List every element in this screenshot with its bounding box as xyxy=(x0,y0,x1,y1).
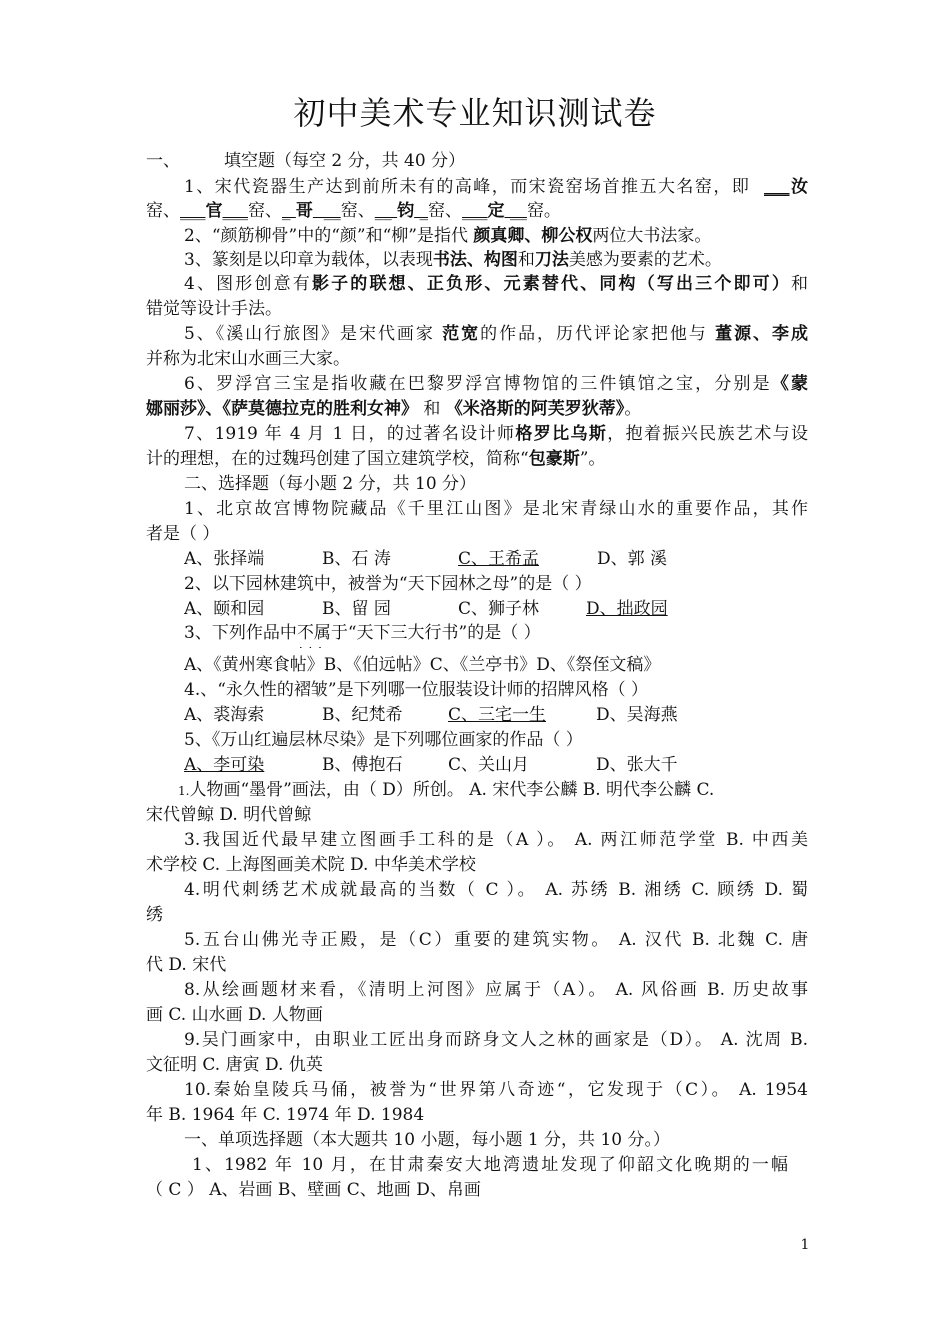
fill-q1-line2: 窑、___官___窑、_ 哥 __窑、__ 钧 _窑、___定 __窑。 xyxy=(146,201,561,221)
choice-q3: 3、下列作品中不属于 · · ·“天下三大行书”的是（ ） xyxy=(184,622,808,648)
fill-q6-line1: 6、罗浮宫三宝是指收藏在巴黎罗浮宫博物馆的三件镇馆之宝，分别是《蒙 xyxy=(184,374,808,394)
choice-q3-options: A、《黄州寒食帖》B、《伯远帖》C、《兰亭书》D、《祭侄文稿》 xyxy=(184,655,661,675)
fill-q2: 2、“颜筋柳骨”中的“颜”和“柳”是指代 颜真卿、柳公权两位大书法家。 xyxy=(184,226,712,246)
mc-q5-line1: 5.五台山佛光寺正殿，是（C）重要的建筑实物。 A. 汉代 B. 北魏 C. 唐 xyxy=(184,930,808,950)
choice-q5-options: A、李可染 B、傅抱石 C、关山月 D、张大千 xyxy=(184,755,678,775)
fill-q1-line1: 1、宋代瓷器生产达到前所未有的高峰，而宋瓷窑场首推五大名窑，即 ___汝 xyxy=(184,177,808,197)
mc-q9-line1: 9.吴门画家中，由职业工匠出身而跻身文人之林的画家是（D）。 A. 沈周 B. xyxy=(184,1030,808,1050)
mc-q8-line2: 画 C. 山水画 D. 人物画 xyxy=(146,1005,323,1025)
choice-q2: 2、以下园林建筑中，被誉为“天下园林之母”的是（ ） xyxy=(184,574,592,594)
choice-q5: 5、《万山红遍层林尽染》是下列哪位画家的作品（ ） xyxy=(184,730,583,750)
choice-q4: 4.、“永久性的褶皱”是下列哪一位服装设计师的招牌风格（ ） xyxy=(184,680,649,700)
page-number: 1 xyxy=(800,1237,810,1253)
fill-q7-line2: 计的理想，在的过魏玛创建了国立建筑学校，简称“包豪斯”。 xyxy=(146,449,606,469)
fill-q5-line2: 并称为北宋山水画三大家。 xyxy=(146,349,350,369)
mc-q3-line2: 术学校 C. 上海图画美术院 D. 中华美术学校 xyxy=(146,855,476,875)
mc-q10-line2: 年 B. 1964 年 C. 1974 年 D. 1984 xyxy=(146,1105,425,1125)
choice-q1-line1: 1、北京故宫博物院藏品《千里江山图》是北宋青绿山水的重要作品，其作 xyxy=(184,499,808,519)
mc-q9-line2: 文征明 C. 唐寅 D. 仇英 xyxy=(146,1055,323,1075)
choice-q1-options: A、张择端 B、石 涛 C、王希孟 D、郭 溪 xyxy=(184,549,668,569)
fill-q5-line1: 5、《溪山行旅图》是宋代画家 范宽的作品，历代评论家把他与 董源、李成 xyxy=(184,324,808,344)
section-heading-single-choice: 一、单项选择题（本大题共 10 小题，每小题 1 分，共 10 分。） xyxy=(184,1130,671,1150)
page-title: 初中美术专业知识测试卷 xyxy=(293,94,657,132)
mc-q5-line2: 代 D. 宋代 xyxy=(146,955,227,975)
choice-q4-options: A、裘海索 B、纪梵希 C、三宅一生 D、吴海燕 xyxy=(184,705,678,725)
mc-q1-line2: 宋代曾鲸 D. 明代曾鲸 xyxy=(146,805,312,825)
single-q1-line1: 1、1982 年 10 月，在甘肃秦安大地湾遗址发现了仰韶文化晚期的一幅 xyxy=(192,1155,788,1175)
fill-q4-line1: 4、图形创意有影子的联想、正负形、元素替代、同构（写出三个即可）和 xyxy=(184,274,808,294)
section-heading-choice: 二、选择题（每小题 2 分，共 10 分） xyxy=(184,474,477,494)
fill-q3: 3、篆刻是以印章为载体，以表现书法、构图和刀法美感为要素的艺术。 xyxy=(184,250,722,270)
mc-q4-line2: 绣 xyxy=(146,905,163,925)
mc-q3-line1: 3.我国近代最早建立图画手工科的是（A ）。 A. 两江师范学堂 B. 中西美 xyxy=(184,830,808,850)
mc-q8-line1: 8.从绘画题材来看，《清明上河图》应属于（A）。 A. 风俗画 B. 历史故事 xyxy=(184,980,808,1000)
mc-q1-line1: 1.人物画“墨骨”画法，由（ D）所创。 A. 宋代李公麟 B. 明代李公麟 C. xyxy=(178,780,715,800)
mc-q4-line1: 4.明代刺绣艺术成就最高的当数（ C ）。 A. 苏绣 B. 湘绣 C. 顾绣 D. 蜀 xyxy=(184,880,808,900)
single-q1-line2: （ C ） A、岩画 B、壁画 C、地画 D、帛画 xyxy=(146,1180,481,1200)
fill-q4-line2: 错觉等设计手法。 xyxy=(146,299,282,319)
choice-q1-line2: 者是（ ） xyxy=(146,524,220,544)
mc-q10-line1: 10.秦始皇陵兵马俑，被誉为“世界第八奇迹“，它发现于（C）。 A. 1954 xyxy=(184,1080,808,1100)
fill-q7-line1: 7、1919 年 4 月 1 日，的过著名设计师格罗比乌斯，抱着振兴民族艺术与设 xyxy=(184,424,808,444)
section-heading-fill-blank: 一、 填空题（每空 2 分，共 40 分） xyxy=(146,151,466,171)
choice-q2-options: A、颐和园 B、留 园 C、狮子林 D、拙政园 xyxy=(184,599,668,619)
fill-q6-line2: 娜丽莎》、《萨莫德拉克的胜利女神》 和 《米洛斯的阿芙罗狄蒂》。 xyxy=(146,399,642,419)
